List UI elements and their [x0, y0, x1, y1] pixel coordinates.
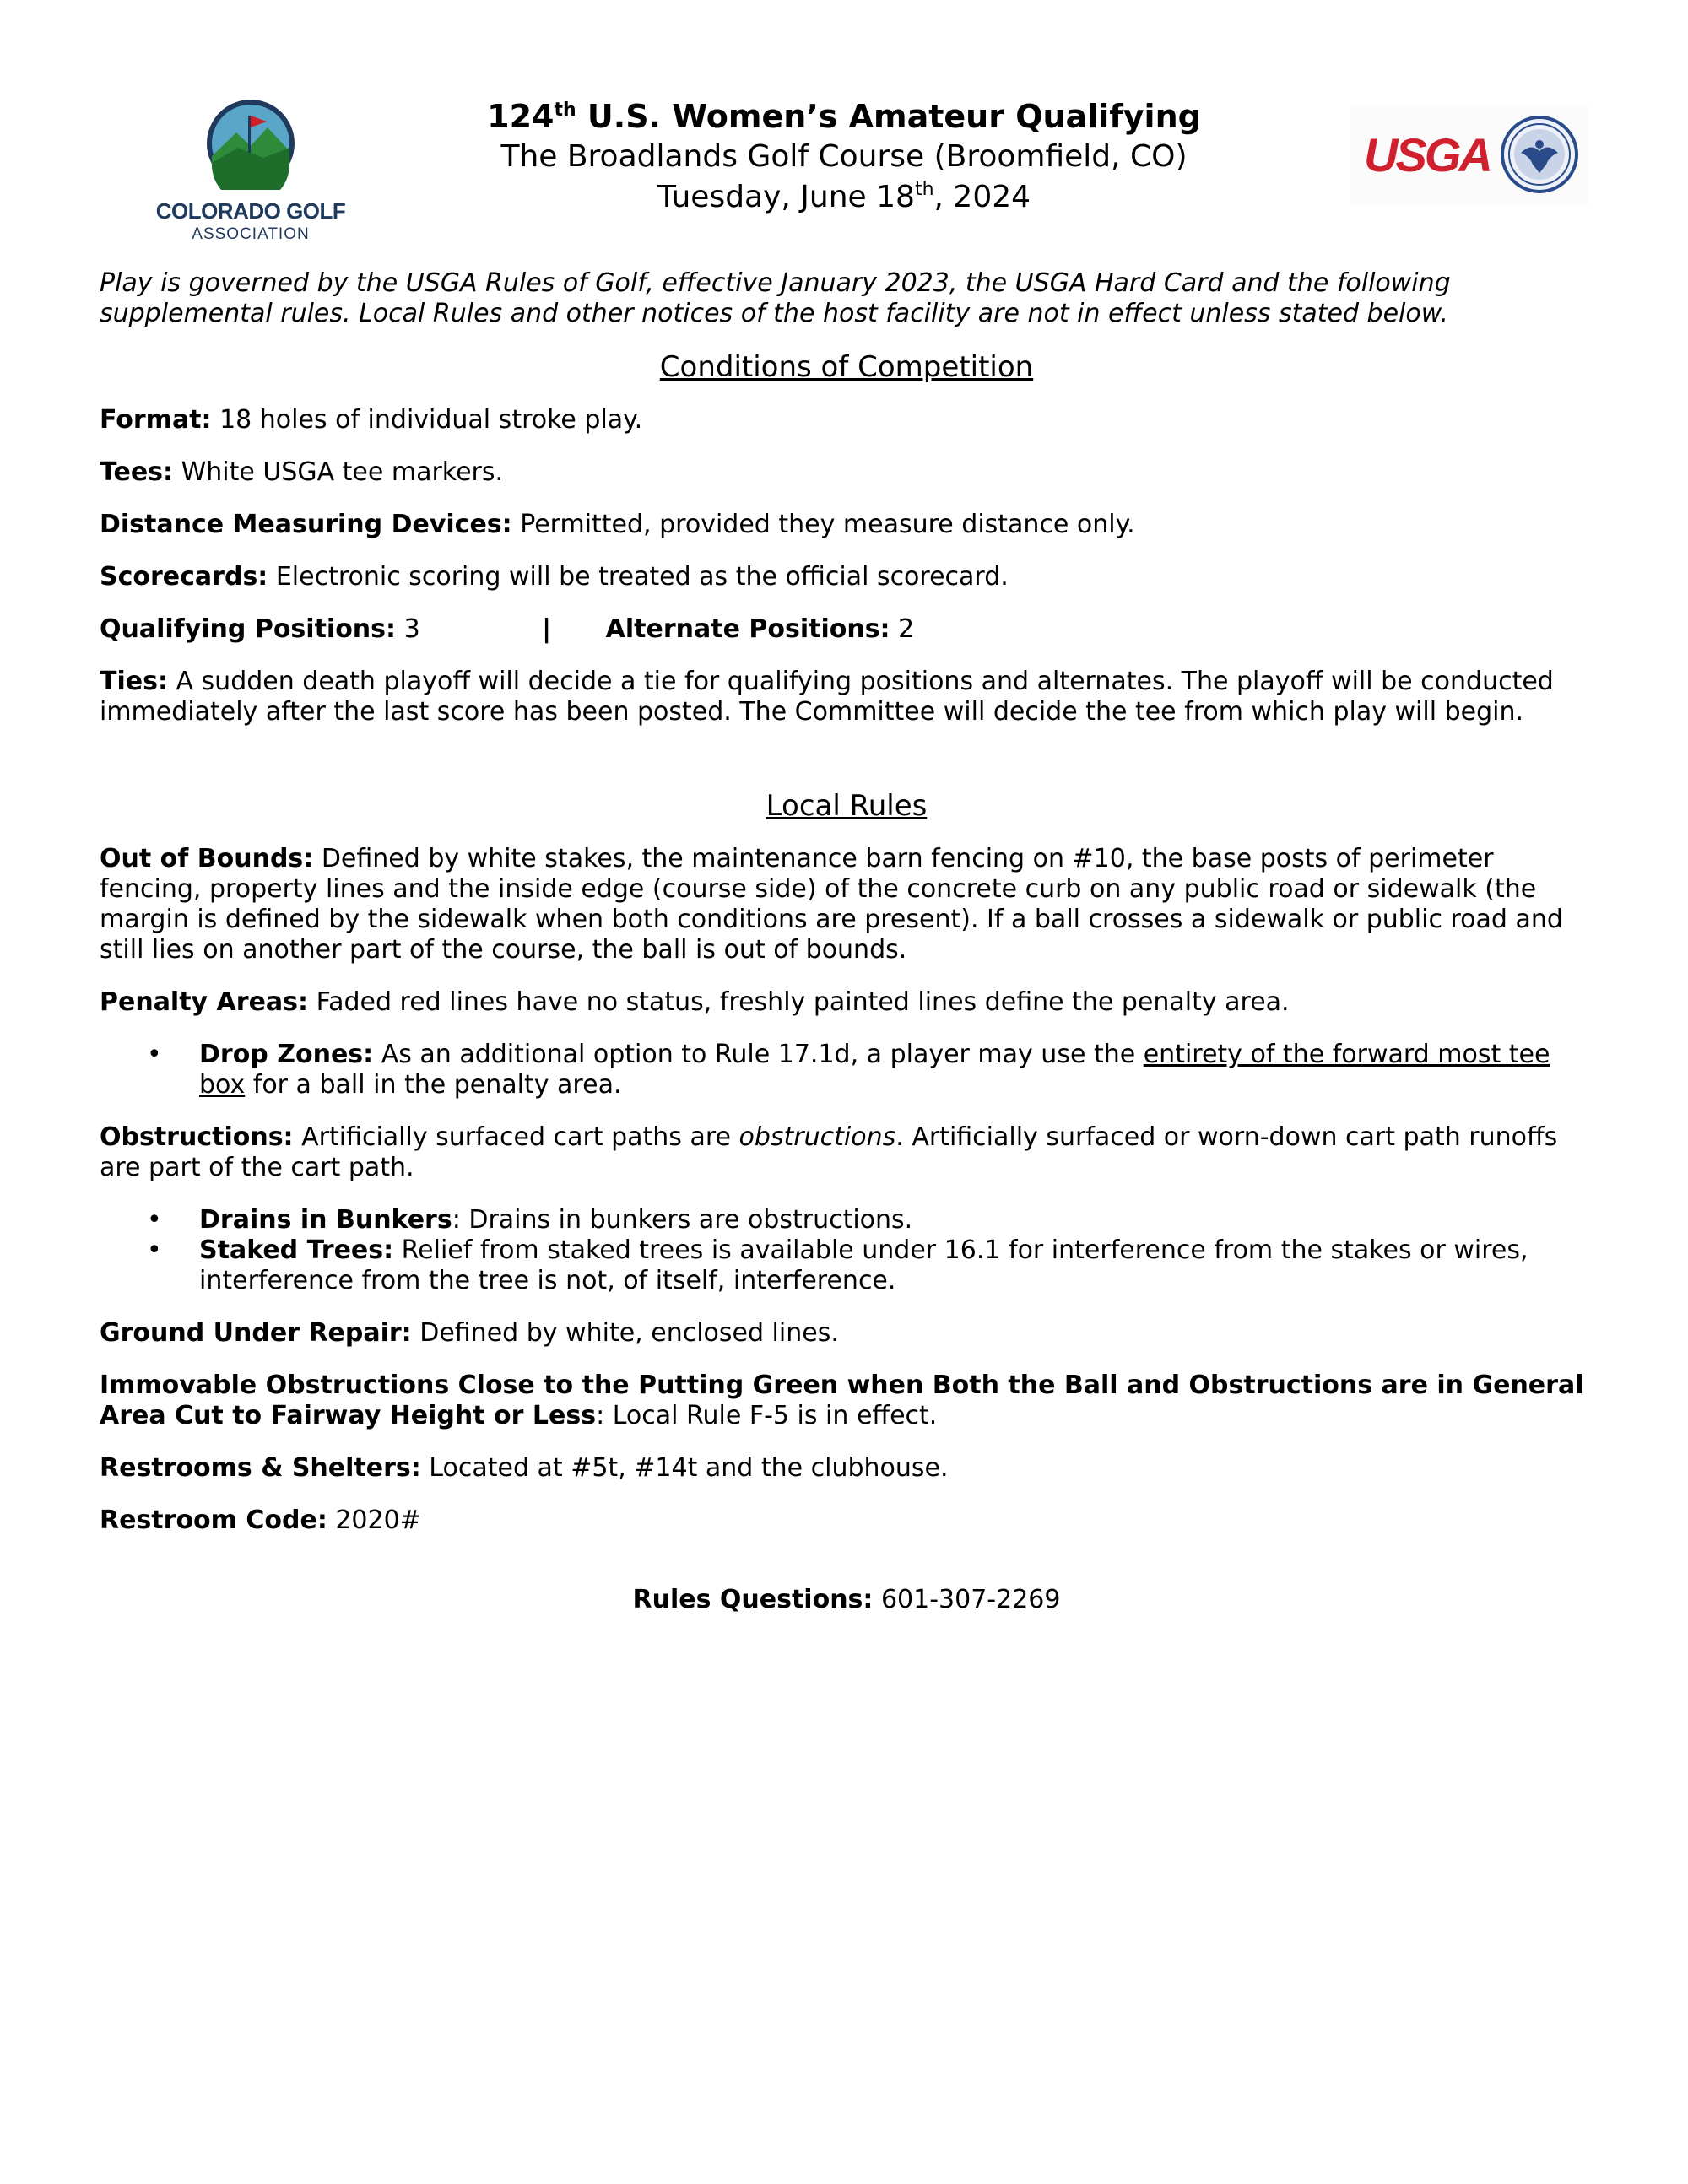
rules-questions-contact: Rules Questions: 601-307-2269 [632, 1585, 1061, 1614]
obstruction-bullets [100, 1205, 1593, 1296]
restroom-code: Restroom Code: 2020# [100, 1506, 421, 1535]
drop-zones-rule: • Drop Zones: As an additional option to Rule 17.1d, a player may use the entirety of the forward most tee box for a ball in the penalty area. [147, 1040, 1550, 1100]
conditions-heading: Conditions of Competition [659, 350, 1034, 384]
cga-mountain-emblem-icon [204, 97, 297, 190]
bullet-icon: • [147, 1205, 162, 1235]
event-venue: The Broadlands Golf Course (Broomfield, CO) [500, 139, 1188, 174]
ties-rule: Ties: A sudden death playoff will decide a tie for qualifying positions and alternates. The playoff will be conducted immediately after the last score has been posted. The Committee will decide the tee from which play will begin. [100, 667, 1554, 727]
penalty-areas-rule: Penalty Areas: Faded red lines have no status, freshly painted lines define the penalty area. [100, 987, 1290, 1017]
obstructions-rule: Obstructions: Artificially surfaced cart paths are obstructions. Artificially surfaced or worn-down cart path runoffs are part of the cart path. [100, 1122, 1558, 1182]
local-rules-heading: Local Rules [766, 789, 928, 823]
document-header [0, 93, 1688, 253]
colorado-golf-association-logo [145, 97, 356, 245]
cga-logo-subtitle: ASSOCIATION [192, 225, 310, 243]
cga-logo-name: COLORADO GOLF [155, 198, 346, 224]
bullet-icon: • [147, 1235, 162, 1265]
ground-under-repair-rule: Ground Under Repair: Defined by white, enclosed lines. [100, 1318, 839, 1348]
restrooms-rule: Restrooms & Shelters: Located at #5t, #14t and the clubhouse. [100, 1453, 949, 1483]
staked-trees-rule: • Staked Trees: Relief from staked trees is available under 16.1 for interference from the stakes or wires, interference from the tree is not, of itself, interference. [147, 1235, 1528, 1295]
immovable-obstructions-rule: Immovable Obstructions Close to the Putting Green when Both the Ball and Obstructions are in General Area Cut to Fairway Height or Less: Local Rule F-5 is in effect. [100, 1370, 1584, 1430]
positions-separator: | [542, 614, 552, 644]
tees-rule: Tees: White USGA tee markers. [100, 457, 504, 487]
usga-logo-text: USGA [1364, 128, 1491, 181]
bullet-icon: • [147, 1040, 162, 1069]
out-of-bounds-rule: Out of Bounds: Defined by white stakes, the maintenance barn fencing on #10, the base posts of perimeter fencing, property lines and the inside edge (course side) of the concrete curb on any public road or sidewalk (the margin is defined by the sidewalk when both conditions are present). If a ball crosses a sidewalk or public road and still lies on another part of the course, the ball is out of bounds. [100, 844, 1563, 965]
scorecards-rule: Scorecards: Electronic scoring will be treated as the official scorecard. [100, 562, 1009, 592]
penalty-area-bullets [100, 1040, 1593, 1100]
rules-questions-phone: 601-307-2269 [873, 1585, 1061, 1614]
drains-in-bunkers-rule: • Drains in Bunkers: Drains in bunkers are obstructions. [147, 1205, 913, 1235]
intro-paragraph: Play is governed by the USGA Rules of Golf, effective January 2023, the USGA Hard Card and the following supplemental rules. Local Rules and other notices of the host facility are not in effect unless stated below. [100, 268, 1451, 328]
positions-row: Qualifying Positions: 3 | Alternate Positions: 2 [100, 614, 915, 644]
document-body [100, 268, 1593, 1637]
usga-logo [1350, 105, 1588, 205]
usga-seal-icon [1499, 114, 1580, 195]
event-title: 124th U.S. Women’s Amateur Qualifying [487, 98, 1201, 135]
format-rule: Format: 18 holes of individual stroke play. [100, 405, 643, 435]
qualifying-positions-value: 3 [396, 614, 420, 644]
event-date: Tuesday, June 18th, 2024 [657, 179, 1031, 214]
event-title-block [422, 93, 1266, 218]
alternate-positions-value: 2 [890, 614, 915, 644]
distance-devices-rule: Distance Measuring Devices: Permitted, provided they measure distance only. [100, 510, 1135, 539]
